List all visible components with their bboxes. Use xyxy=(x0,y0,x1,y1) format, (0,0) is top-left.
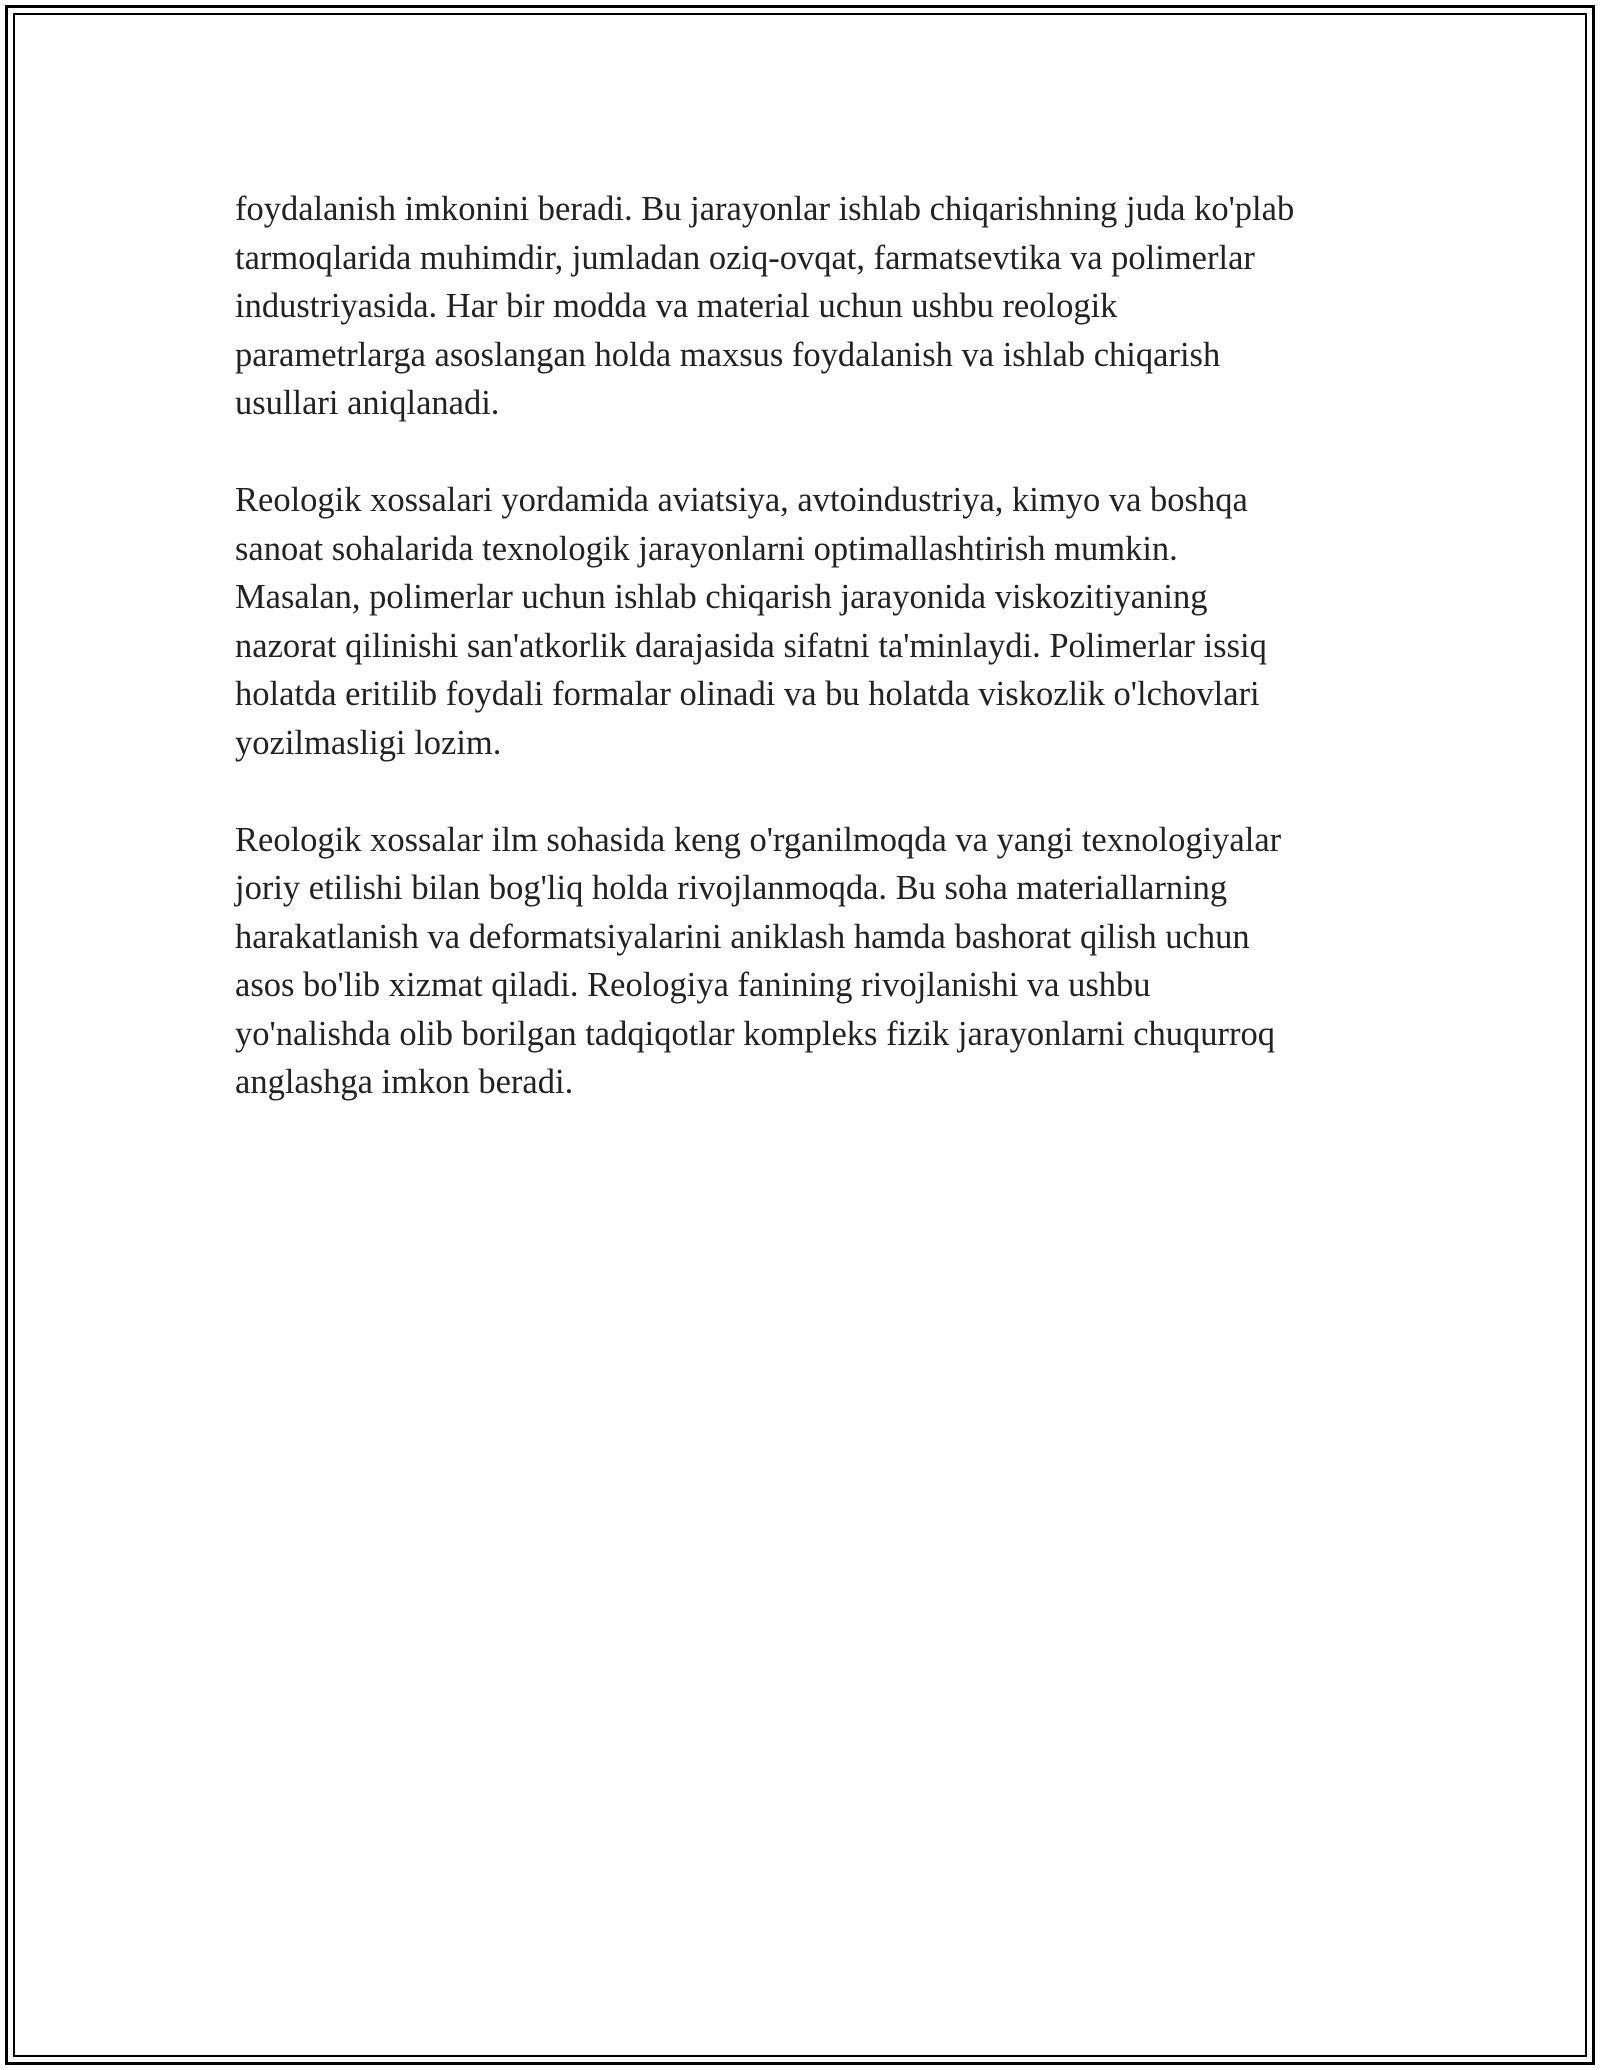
document-body xyxy=(235,185,1415,1155)
paragraph: Reologik xossalar ilm sohasida keng o'rganilmoqda va yangi texnologiyalar joriy etilishi bilan bog'liq holda rivojlanmoqda. Bu soha materiallarning harakatlanish va deformatsiyalarini aniklash hamda bashorat qilish uchun asos bo'lib xizmat qiladi. Reologiya fanining rivojlanishi va ushbu yo'nalishda olib borilgan tadqiqotlar kompleks fizik jarayonlarni chuqurroq anglashga imkon beradi. xyxy=(235,820,1282,1101)
paragraph: Reologik xossalari yordamida aviatsiya, avtoindustriya, kimyo va boshqa sanoat sohalarida texnologik jarayonlarni optimallashtirish mumkin. Masalan, polimerlar uchun ishlab chiqarish jarayonida viskozitiyaning nazorat qilinishi san'atkorlik darajasida sifatni ta'minlaydi. Polimerlar issiq holatda eritilib foydali formalar olinadi va bu holatda viskozlik o'lchovlari yozilmasligi lozim. xyxy=(235,481,1267,762)
paragraph: foydalanish imkonini beradi. Bu jarayonlar ishlab chiqarishning juda ko'plab tarmoqlarida muhimdir, jumladan oziq-ovqat, farmatsevtika va polimerlar industriyasida. Har bir modda va material uchun ushbu reologik parametrlarga asoslangan holda maxsus foydalanish va ishlab chiqarish usullari aniqlanadi. xyxy=(235,190,1295,422)
